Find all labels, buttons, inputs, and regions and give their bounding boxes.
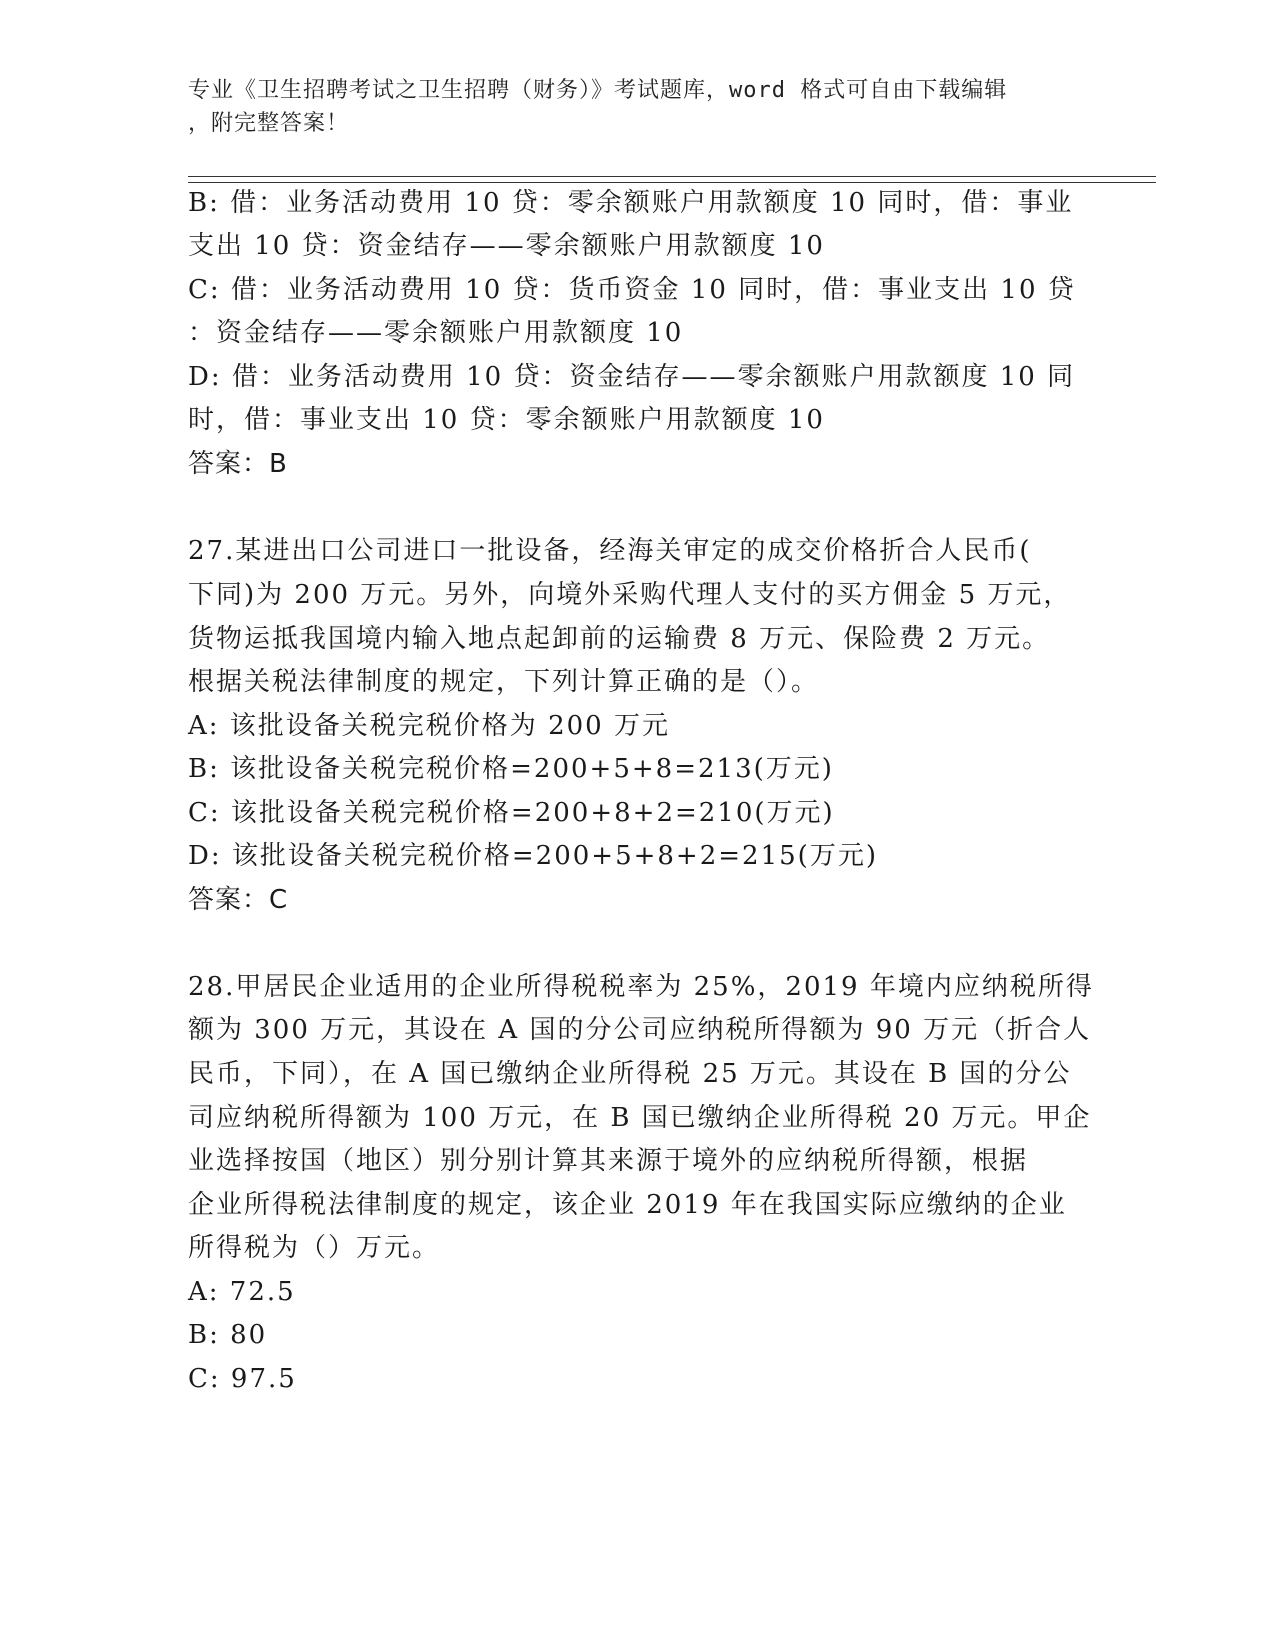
q27-stem-line-2: 下同)为 200 万元。另外，向境外采购代理人支付的买方佣金 5 万元， bbox=[188, 580, 1072, 610]
q28-stem-line-4: 司应纳税所得额为 100 万元，在 B 国已缴纳企业所得税 20 万元。甲企 bbox=[188, 1103, 1092, 1133]
q28-stem-line-7: 所得税为（）万元。 bbox=[188, 1233, 441, 1263]
q28-option-b: B: 80 bbox=[188, 1320, 268, 1350]
q28-stem-line-6: 企业所得税法律制度的规定，该企业 2019 年在我国实际应缴纳的企业 bbox=[188, 1190, 1067, 1220]
prev-option-d-line-2: 时，借：事业支出 10 贷：零余额账户用款额度 10 bbox=[188, 405, 825, 435]
q27-stem-line-3: 货物运抵我国境内输入地点起卸前的运输费 8 万元、保险费 2 万元。 bbox=[188, 624, 1051, 654]
q27-option-b: B: 该批设备关税完税价格=200+5+8=213(万元) bbox=[188, 754, 834, 784]
q27-stem-line-4: 根据关税法律制度的规定，下列计算正确的是（）。 bbox=[188, 667, 820, 697]
q28-stem-line-1: 28.甲居民企业适用的企业所得税税率为 25%，2019 年境内应纳税所得 bbox=[188, 972, 1094, 1002]
prev-option-d-line-1: D: 借：业务活动费用 10 贷：资金结存——零余额账户用款额度 10 同 bbox=[188, 362, 1076, 392]
q27-stem-line-1: 27.某进出口公司进口一批设备，经海关审定的成交价格折合人民币( bbox=[188, 536, 1032, 566]
q28-stem-line-5: 业选择按国（地区）别分别计算其来源于境外的应纳税所得额，根据 bbox=[188, 1146, 1029, 1176]
document-header bbox=[188, 74, 1088, 140]
header-divider-bottom bbox=[188, 182, 1156, 183]
q27-option-a: A: 该批设备关税完税价格为 200 万元 bbox=[188, 711, 670, 741]
q28-option-c: C: 97.5 bbox=[188, 1364, 297, 1394]
prev-option-c-line-1: C: 借：业务活动费用 10 贷：货币资金 10 同时，借：事业支出 10 贷 bbox=[188, 275, 1076, 305]
header-divider-top bbox=[188, 176, 1156, 177]
prev-answer: 答案：B bbox=[188, 449, 288, 479]
q28-option-a: A: 72.5 bbox=[188, 1277, 296, 1307]
q28-stem-line-2: 额为 300 万元，其设在 A 国的分公司应纳税所得额为 90 万元（折合人 bbox=[188, 1015, 1092, 1045]
q27-option-c: C: 该批设备关税完税价格=200+8+2=210(万元) bbox=[188, 798, 835, 828]
header-line-1: 专业《卫生招聘考试之卫生招聘（财务）》考试题库，word 格式可自由下载编辑 bbox=[188, 78, 1008, 103]
prev-option-c-line-2: ：资金结存——零余额账户用款额度 10 bbox=[188, 318, 684, 348]
q27-answer: 答案：C bbox=[188, 885, 289, 915]
q27-option-d: D: 该批设备关税完税价格=200+5+8+2=215(万元) bbox=[188, 841, 878, 871]
prev-option-b-line-1: B: 借：业务活动费用 10 贷：零余额账户用款额度 10 同时，借：事业 bbox=[188, 188, 1074, 218]
header-line-2: ，附完整答案！ bbox=[188, 111, 350, 136]
prev-option-b-line-2: 支出 10 贷：资金结存——零余额账户用款额度 10 bbox=[188, 231, 825, 261]
q28-stem-line-3: 民币，下同），在 A 国已缴纳企业所得税 25 万元。其设在 B 国的分公 bbox=[188, 1059, 1072, 1089]
